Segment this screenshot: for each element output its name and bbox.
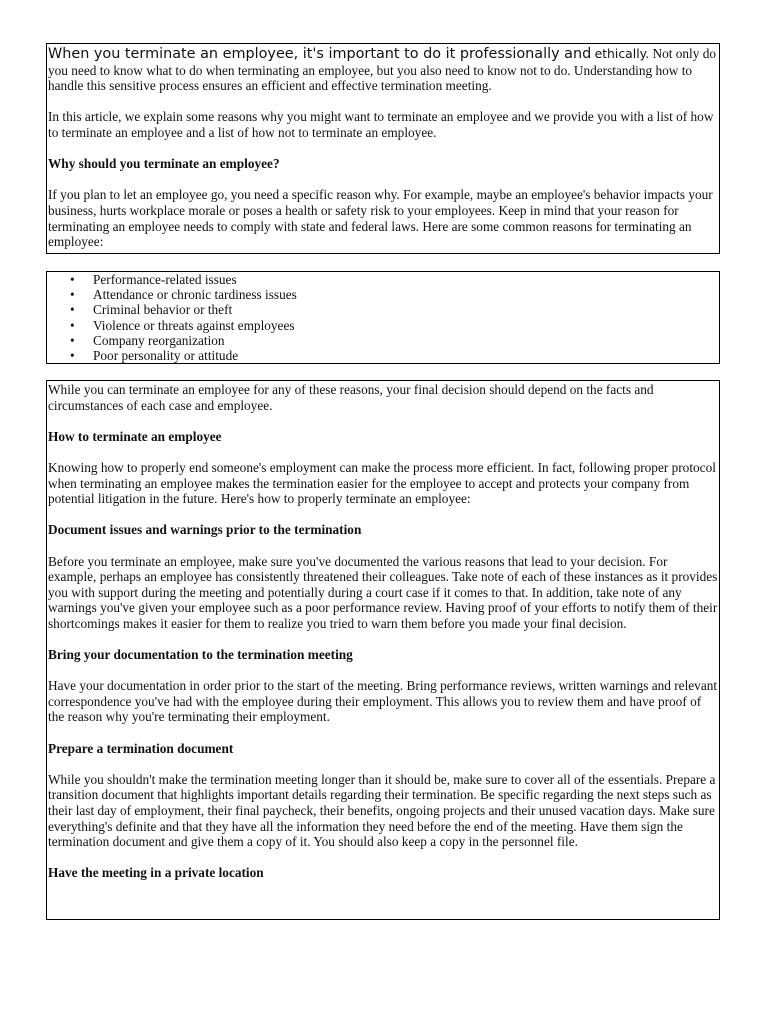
intro-paragraph-2: In this article, we explain some reasons why you might want to terminate an employee and we provide you with a list of how to terminate an employee and a list of how not to terminate an employee. xyxy=(48,109,714,140)
intro-section xyxy=(46,43,720,254)
heading-bring-documentation: Bring your documentation to the termination meeting xyxy=(48,647,353,663)
bullet-icon: • xyxy=(70,302,75,318)
reasons-section xyxy=(46,271,720,364)
intro-lead-small-text: ethically. xyxy=(594,46,650,61)
bullet-icon: • xyxy=(70,348,75,364)
document-paragraph: Before you terminate an employee, make sure you've documented the various reasons that lead to your decision. For example, perhaps an employee has consistently threatened their colleagues. Take note of each of these instances as it provides you with support during the meeting and potentially during a court case if it comes to that. In addition, take note of any warnings you've given your employee such as a poor performance review. Having proof of your efforts to notify them of their shortcomings makes it easier for them to realize you tried to warn them before you made your final decision. xyxy=(48,553,718,631)
bullet-icon: • xyxy=(70,287,75,303)
intro-paragraph-3: If you plan to let an employee go, you need a specific reason why. For example, maybe an employee's behavior impacts your business, hurts workplace morale or poses a health or safety risk to your employees. Keep in mind that your reason for terminating an employee needs to comply with state and federal laws. Here are some common reasons for terminating an employee: xyxy=(48,187,713,250)
bullet-icon: • xyxy=(70,272,75,287)
list-item: • Violence or threats against employees xyxy=(70,317,295,333)
list-item: • Attendance or chronic tardiness issues xyxy=(70,287,297,303)
body-paragraph-1: While you can terminate an employee for any of these reasons, your final decision should depend on the facts and circumstances of each case and employee. xyxy=(48,382,654,413)
intro-lead-text: When you terminate an employee, it's important to do it professionally and xyxy=(48,46,592,62)
list-item: • Performance-related issues xyxy=(70,272,237,287)
list-item: • Poor personality or attitude xyxy=(70,348,239,364)
prepare-paragraph: While you shouldn't make the termination meeting longer than it should be, make sure to cover all of the essentials. Prepare a transition document that highlights important details regarding their termination. Be specific regarding the next steps such as their last day of employment, their final paycheck, their benefits, ongoing projects and their unused vacation days. Make sure everything's definite and that they have all the information they need before the end of the meeting. Have them sign the termination document and give them a copy of it. You should also keep a copy in the personnel file. xyxy=(48,771,716,850)
heading-prepare-document: Prepare a termination document xyxy=(48,740,234,756)
body-content xyxy=(47,381,719,881)
heading-document-issues: Document issues and warnings prior to the termination xyxy=(48,522,362,538)
bullet-icon: • xyxy=(70,332,75,348)
heading-how-to-terminate: How to terminate an employee xyxy=(48,428,222,444)
heading-why-terminate: Why should you terminate an employee? xyxy=(48,156,280,172)
intro-content xyxy=(47,44,719,250)
bullet-icon: • xyxy=(70,317,75,333)
list-item: • Company reorganization xyxy=(70,332,225,348)
reasons-list xyxy=(47,272,719,363)
body-section xyxy=(46,380,720,920)
how-paragraph: Knowing how to properly end someone's employment can make the process more efficient. In fact, following proper protocol when terminating an employee makes the termination easier for the employee to accept and protects your company from potential litigation in the future. Here's how to properly terminate an employee: xyxy=(48,459,716,507)
bring-paragraph: Have your documentation in order prior to the start of the meeting. Bring performance reviews, written warnings and relevant correspondence you've had with the employee during their employment. This allows you to review them and have proof of the reason why you're terminating their employment. xyxy=(48,678,718,725)
list-item: • Criminal behavior or theft xyxy=(70,302,233,318)
intro-rest-text: Not only do you need to know what to do when terminating an employee, but you also need to know not to do. Understanding how to handle this sensitive process ensures an efficient and effective termination meeting. xyxy=(48,46,717,94)
intro-paragraph xyxy=(47,46,719,94)
heading-private-location: Have the meeting in a private location xyxy=(48,865,264,881)
